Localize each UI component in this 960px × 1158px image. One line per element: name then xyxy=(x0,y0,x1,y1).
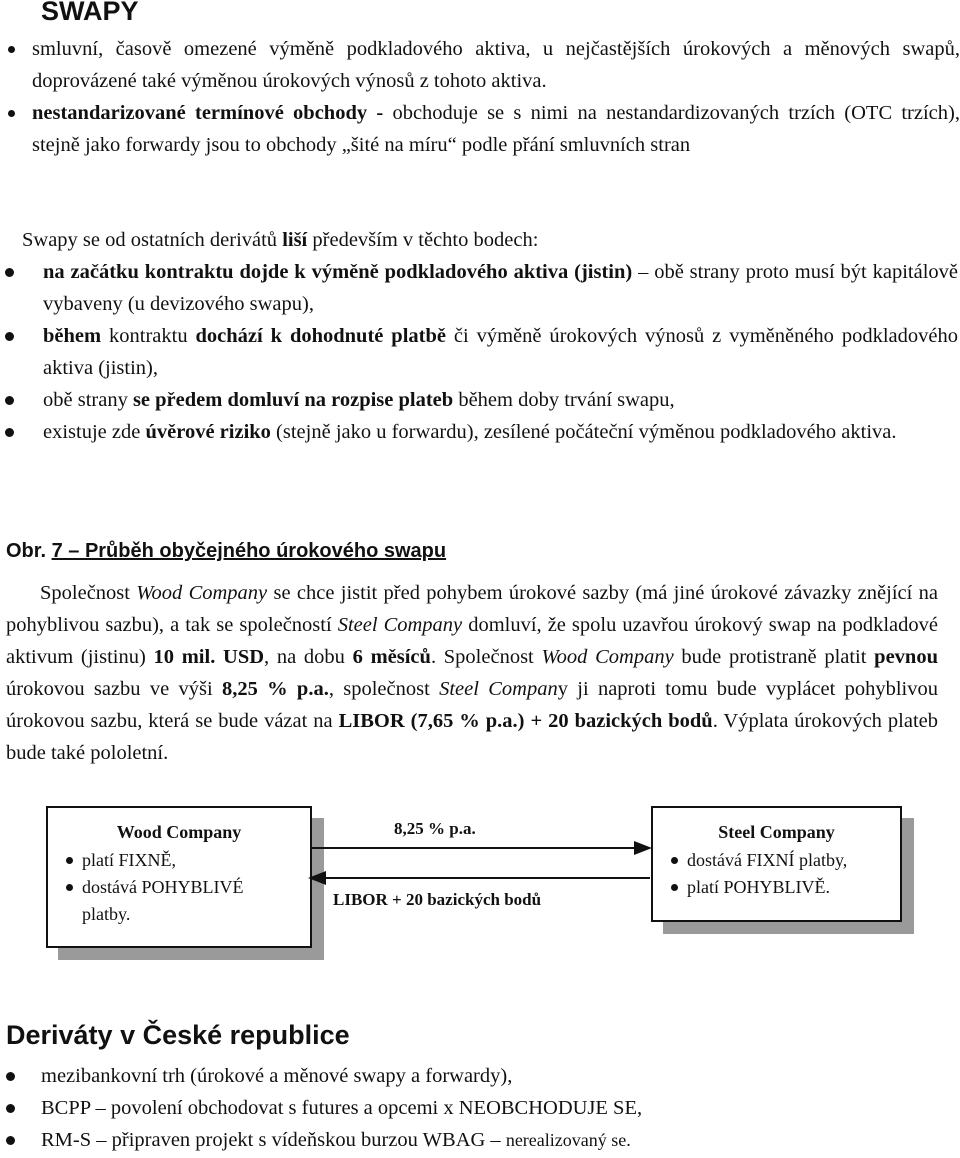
bullet-text: smluvní, časově omezené výměně podkladového aktiva, u nejčastějších úrokových a měnových swapů, doprovázené také výměnou úrokových výnosů z tohoto aktiva. xyxy=(32,38,960,92)
point-text: obě strany xyxy=(43,389,133,411)
box-title: Steel Company xyxy=(718,822,835,842)
point-text: existuje zde xyxy=(43,421,146,443)
section-heading-swapy: SWAPY xyxy=(41,0,139,26)
desc-text: se chce jistit před pohybem úrokové sazby (má jiné úrokové závazky znějící na pohyblivou sazbu), a tak se společností xyxy=(6,582,938,636)
desc-text: Společnost xyxy=(40,582,137,604)
arrow-bottom-label: LIBOR + 20 bazických bodů xyxy=(333,890,542,909)
list-item xyxy=(6,1124,956,1156)
arrow-head-right-icon xyxy=(634,841,652,855)
desc-bold: pevnou xyxy=(874,646,938,668)
caption-prefix: Obr. xyxy=(6,540,47,562)
bullet-text: RM-S – připraven projekt s vídeňskou burzou WBAG – xyxy=(41,1129,506,1151)
desc-text: , společnost xyxy=(328,678,440,700)
cr-bullet-list xyxy=(6,1060,956,1156)
point-text: během doby trvání swapu, xyxy=(453,389,675,411)
point-text: (stejně jako u forwardu), zesílené počáteční výměnou podkladového aktiva. xyxy=(270,421,897,443)
desc-bold: 8,25 % p.a. xyxy=(221,678,329,700)
box-item-text: dostává POHYBLIVÉ platby. xyxy=(82,877,244,924)
intro-text: Swapy se od ostatních derivátů xyxy=(22,229,283,251)
bullet-icon xyxy=(6,1104,15,1113)
desc-italic: Steel Company xyxy=(337,614,463,636)
arrow-head-left-icon xyxy=(308,871,326,885)
desc-italic: Wood Company xyxy=(136,582,268,604)
desc-text: , na dobu xyxy=(264,646,353,668)
list-item xyxy=(6,1092,956,1124)
desc-text: . Společnost xyxy=(430,646,542,668)
desc-bold: 10 mil. USD xyxy=(153,646,265,668)
bullet-icon xyxy=(6,1072,15,1081)
bullet-text: obchoduje se s nimi na nestandardizovaných trzích (OTC trzích), stejně jako forwardy jsou to obchody „šité na míru“ podle přání smluvních stran xyxy=(32,102,960,156)
point-bold: na začátku kontraktu dojde k výměně podkladového aktiva (jistin) xyxy=(43,261,633,283)
bullet-small-text: nerealizovaný se. xyxy=(505,1130,631,1150)
desc-text: domluví, že spolu uzavřou úrokový swap na podkladové aktivum (jistinu) xyxy=(6,614,938,668)
desc-italic: Wood Company xyxy=(541,646,674,668)
caption-title: 7 – Průběh obyčejného úrokového swapu xyxy=(51,540,447,562)
desc-text: bude protistraně platit xyxy=(673,646,875,668)
section-heading-cr: Deriváty v České republice xyxy=(6,1020,350,1050)
point-bold: během xyxy=(43,325,102,347)
box-item-text: dostává FIXNÍ platby, xyxy=(687,850,848,870)
intro-text: především v těchto bodech: xyxy=(307,229,539,251)
box-title: Wood Company xyxy=(116,822,242,842)
bullet-bold-text: nestandarizované termínové obchody - xyxy=(32,102,384,124)
desc-text: úrokovou sazbu ve výši xyxy=(6,678,222,700)
desc-text: . Výplata úrokových plateb bude také pololetní. xyxy=(6,710,938,764)
point-text: či výměně úrokových výnosů z vyměněného podkladového aktiva (jistin), xyxy=(43,325,958,379)
intro-bold: liší xyxy=(282,229,308,251)
desc-text: y ji naproti tomu bude vyplácet pohyblivou úrokovou sazbu, která se bude vázat na xyxy=(6,678,939,732)
desc-italic: Steel Compan xyxy=(439,678,558,700)
list-item xyxy=(6,1060,956,1092)
bullet-text: BCPP – povolení obchodovat s futures a opcemi x NEOBCHODUJE SE, xyxy=(41,1097,643,1119)
box-item-text: platí POHYBLIVĚ. xyxy=(687,877,830,897)
point-text: kontraktu xyxy=(101,325,196,347)
bullet-icon xyxy=(6,1136,15,1145)
desc-bold: 6 měsíců xyxy=(352,646,431,668)
point-text: – obě strany proto musí být kapitálově vybaveny (u devizového swapu), xyxy=(43,261,958,315)
bullet-text: mezibankovní trh (úrokové a měnové swapy a forwardy), xyxy=(41,1065,513,1087)
point-bold: dochází k dohodnuté platbě xyxy=(195,325,446,347)
desc-bold: LIBOR (7,65 % p.a.) + 20 bazických bodů xyxy=(338,710,713,732)
point-bold: úvěrové riziko xyxy=(145,421,271,443)
arrow-top-label: 8,25 % p.a. xyxy=(394,819,476,838)
box-item-text: platí FIXNĚ, xyxy=(82,850,176,870)
point-bold: se předem domluví na rozpise plateb xyxy=(132,389,454,411)
